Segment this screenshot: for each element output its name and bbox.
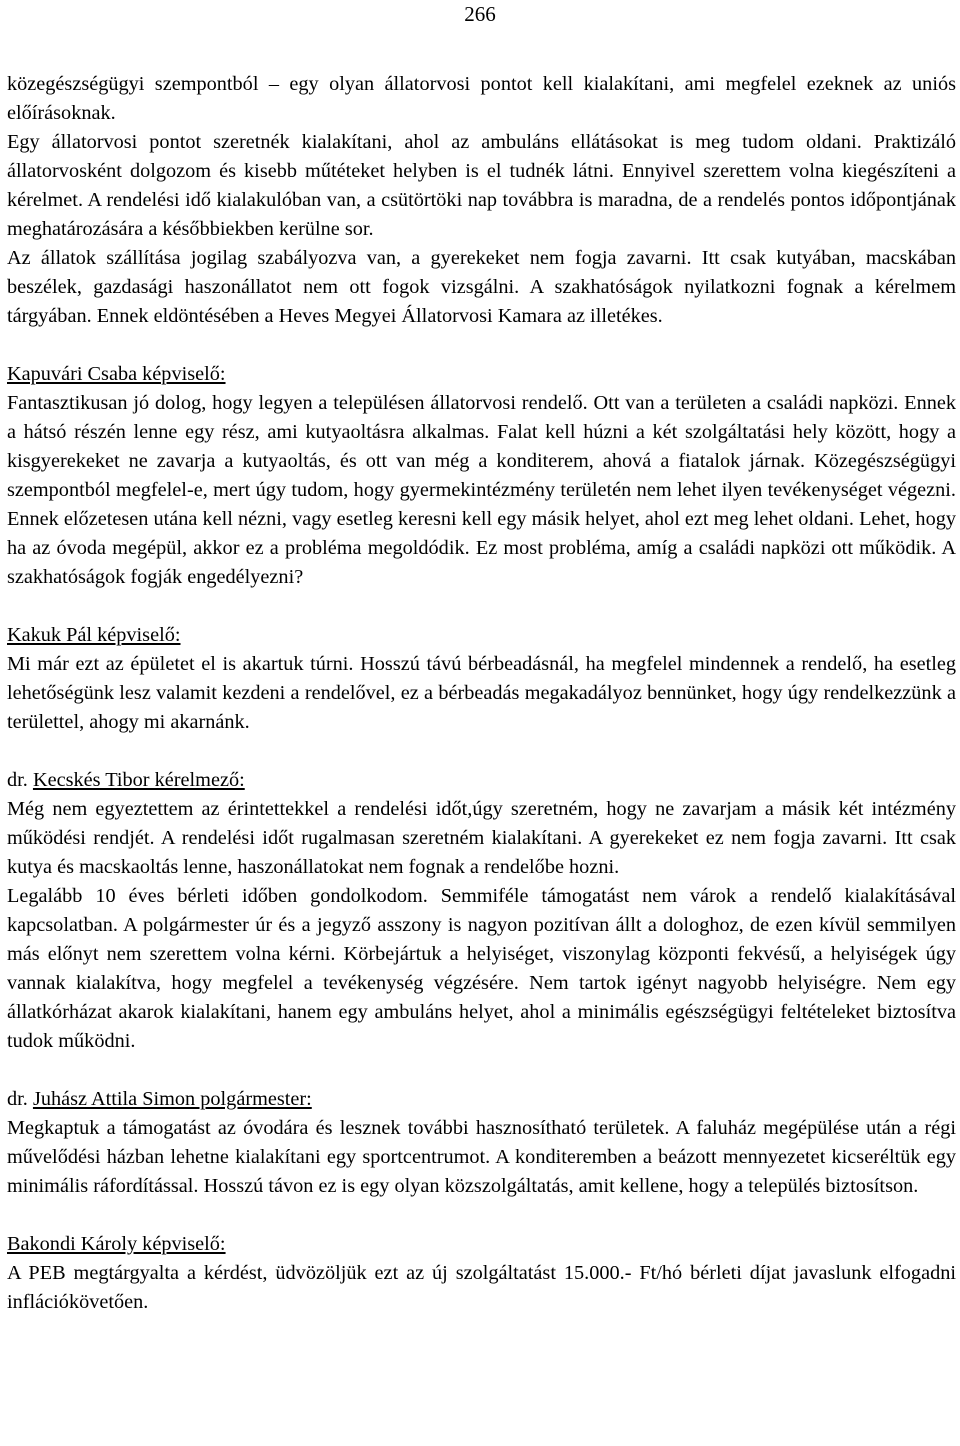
kapuvari-section <box>7 360 956 592</box>
speaker-prefix: dr. <box>7 769 28 791</box>
speaker-line <box>7 766 956 795</box>
bakondi-section <box>7 1230 956 1317</box>
speaker-label: Kakuk Pál képviselő: <box>7 624 181 646</box>
speaker-label: Kapuvári Csaba képviselő: <box>7 363 226 385</box>
juhasz-section <box>7 1085 956 1201</box>
kecskes-section <box>7 766 956 1056</box>
paragraph: Az állatok szállítása jogilag szabályozva van, a gyerekeket nem fogja zavarni. Itt csak kutyában, macskában beszélek, gazdasági haszonállatot nem ott fogok vizsgálni. A szakhatóságok nyilatkozni fognak a kérelmem tárgyában. Ennek eldöntésében a Heves Megyei Állatorvosi Kamara az illetékes. <box>7 247 956 327</box>
speaker-label: Bakondi Károly képviselő: <box>7 1233 226 1255</box>
speaker-label: Kecskés Tibor kérelmező: <box>32 769 245 791</box>
page-number: 266 <box>464 2 496 26</box>
paragraph: Még nem egyeztettem az érintettekkel a rendelési időt,úgy szeretném, hogy ne zavarjam a másik két intézmény működési rendjét. A rendelési időt rugalmasan szeretném kialakítani. A gyerekeket ez nem fogja zavarni. Itt csak kutya és macskaoltás lenne, haszonállatokat nem fognak a rendelőbe hozni. <box>7 798 956 878</box>
document-body <box>7 70 956 1317</box>
speaker-prefix: dr. <box>7 1088 28 1110</box>
speaker-label: Juhász Attila Simon polgármester: <box>32 1088 312 1110</box>
paragraph: Egy állatorvosi pontot szeretnék kialakítani, ahol az ambuláns ellátásokat is meg tudom oldani. Praktizáló állatorvosként dolgozom és kisebb műtéteket helyben is el tudnék látni. Ennyivel szerettem volna kiegészíteni a kérelmet. A rendelési idő kialakulóban van, a csütörtöki nap továbbra is maradna, de a rendelés pontos időpontjának meghatározására a későbbiekben kerülne sor. <box>7 131 956 240</box>
paragraph: Megkaptuk a támogatást az óvodára és lesznek további hasznosítható területek. A faluház megépülése után a régi művelődési házban lehetne kialakítani egy sportcentrumot. A konditeremben a beázott mennyezetet kicseréltük egy minimális ráfordítással. Hosszú távon ez is egy olyan közszolgáltatás, amit kellene, hogy a település biztosítson. <box>7 1117 956 1197</box>
paragraph: A PEB megtárgyalta a kérdést, üdvözöljük ezt az új szolgáltatást 15.000.- Ft/hó bérleti díjat javaslunk elfogadni inflációkövetően. <box>7 1262 956 1313</box>
paragraph: közegészségügyi szempontból – egy olyan állatorvosi pontot kell kialakítani, ami megfelel ezeknek az uniós előírásoknak. <box>7 73 956 124</box>
kakuk-section <box>7 621 956 737</box>
paragraph: Mi már ezt az épületet el is akartuk túrni. Hosszú távú bérbeadásnál, ha megfelel mindennek a rendelő, ha esetleg lehetőségünk lesz valamit kezdeni a rendelővel, ez a bérbeadás megakadályoz bennünket, hogy úgy rendelkezzünk a területtel, ahogy mi akarnánk. <box>7 653 956 733</box>
opening-section <box>7 70 956 331</box>
speaker-line <box>7 1085 956 1114</box>
paragraph: Legalább 10 éves bérleti időben gondolkodom. Semmiféle támogatást nem várok a rendelő kialakításával kapcsolatban. A polgármester úr és a jegyző asszony is nagyon pozitívan állt a dologhoz, de ezen kívül semmilyen más előnyt nem szerettem volna kérni. Körbejártuk a helyiséget, viszonylag központi fekvésű, a helyiségek úgy vannak kialakítva, hogy megfelel a tevékenység végzésére. Nem tartok igényt nagyobb helyiségre. Nem egy állatkórházat akarok kialakítani, hanem egy ambuláns helyet, ahol a minimális egészségügyi feltételeket biztosítva tudok működni. <box>7 885 956 1052</box>
paragraph: Fantasztikusan jó dolog, hogy legyen a településen állatorvosi rendelő. Ott van a területen a családi napközi. Ennek a hátsó részén lenne egy rész, ami kutyaoltásra alkalmas. Falat kell húzni a két szolgáltatási hely között, hogy a kisgyerekeket ne zavarja a kutyaoltás, és ott van még a konditerem, ahová a fiatalok járnak. Közegészségügyi szempontból megfelel-e, mert úgy tudom, hogy gyermekintézmény területén nem lehet ilyen tevékenységet végezni. Ennek előzetesen utána kell nézni, vagy esetleg keresni kell egy másik helyet, ahol ezt meg lehet oldani. Lehet, hogy ha az óvoda megépül, akkor ez a probléma megoldódik. Ez most probléma, amíg a családi napközi ott működik. A szakhatóságok fogják engedélyezni? <box>7 392 956 588</box>
